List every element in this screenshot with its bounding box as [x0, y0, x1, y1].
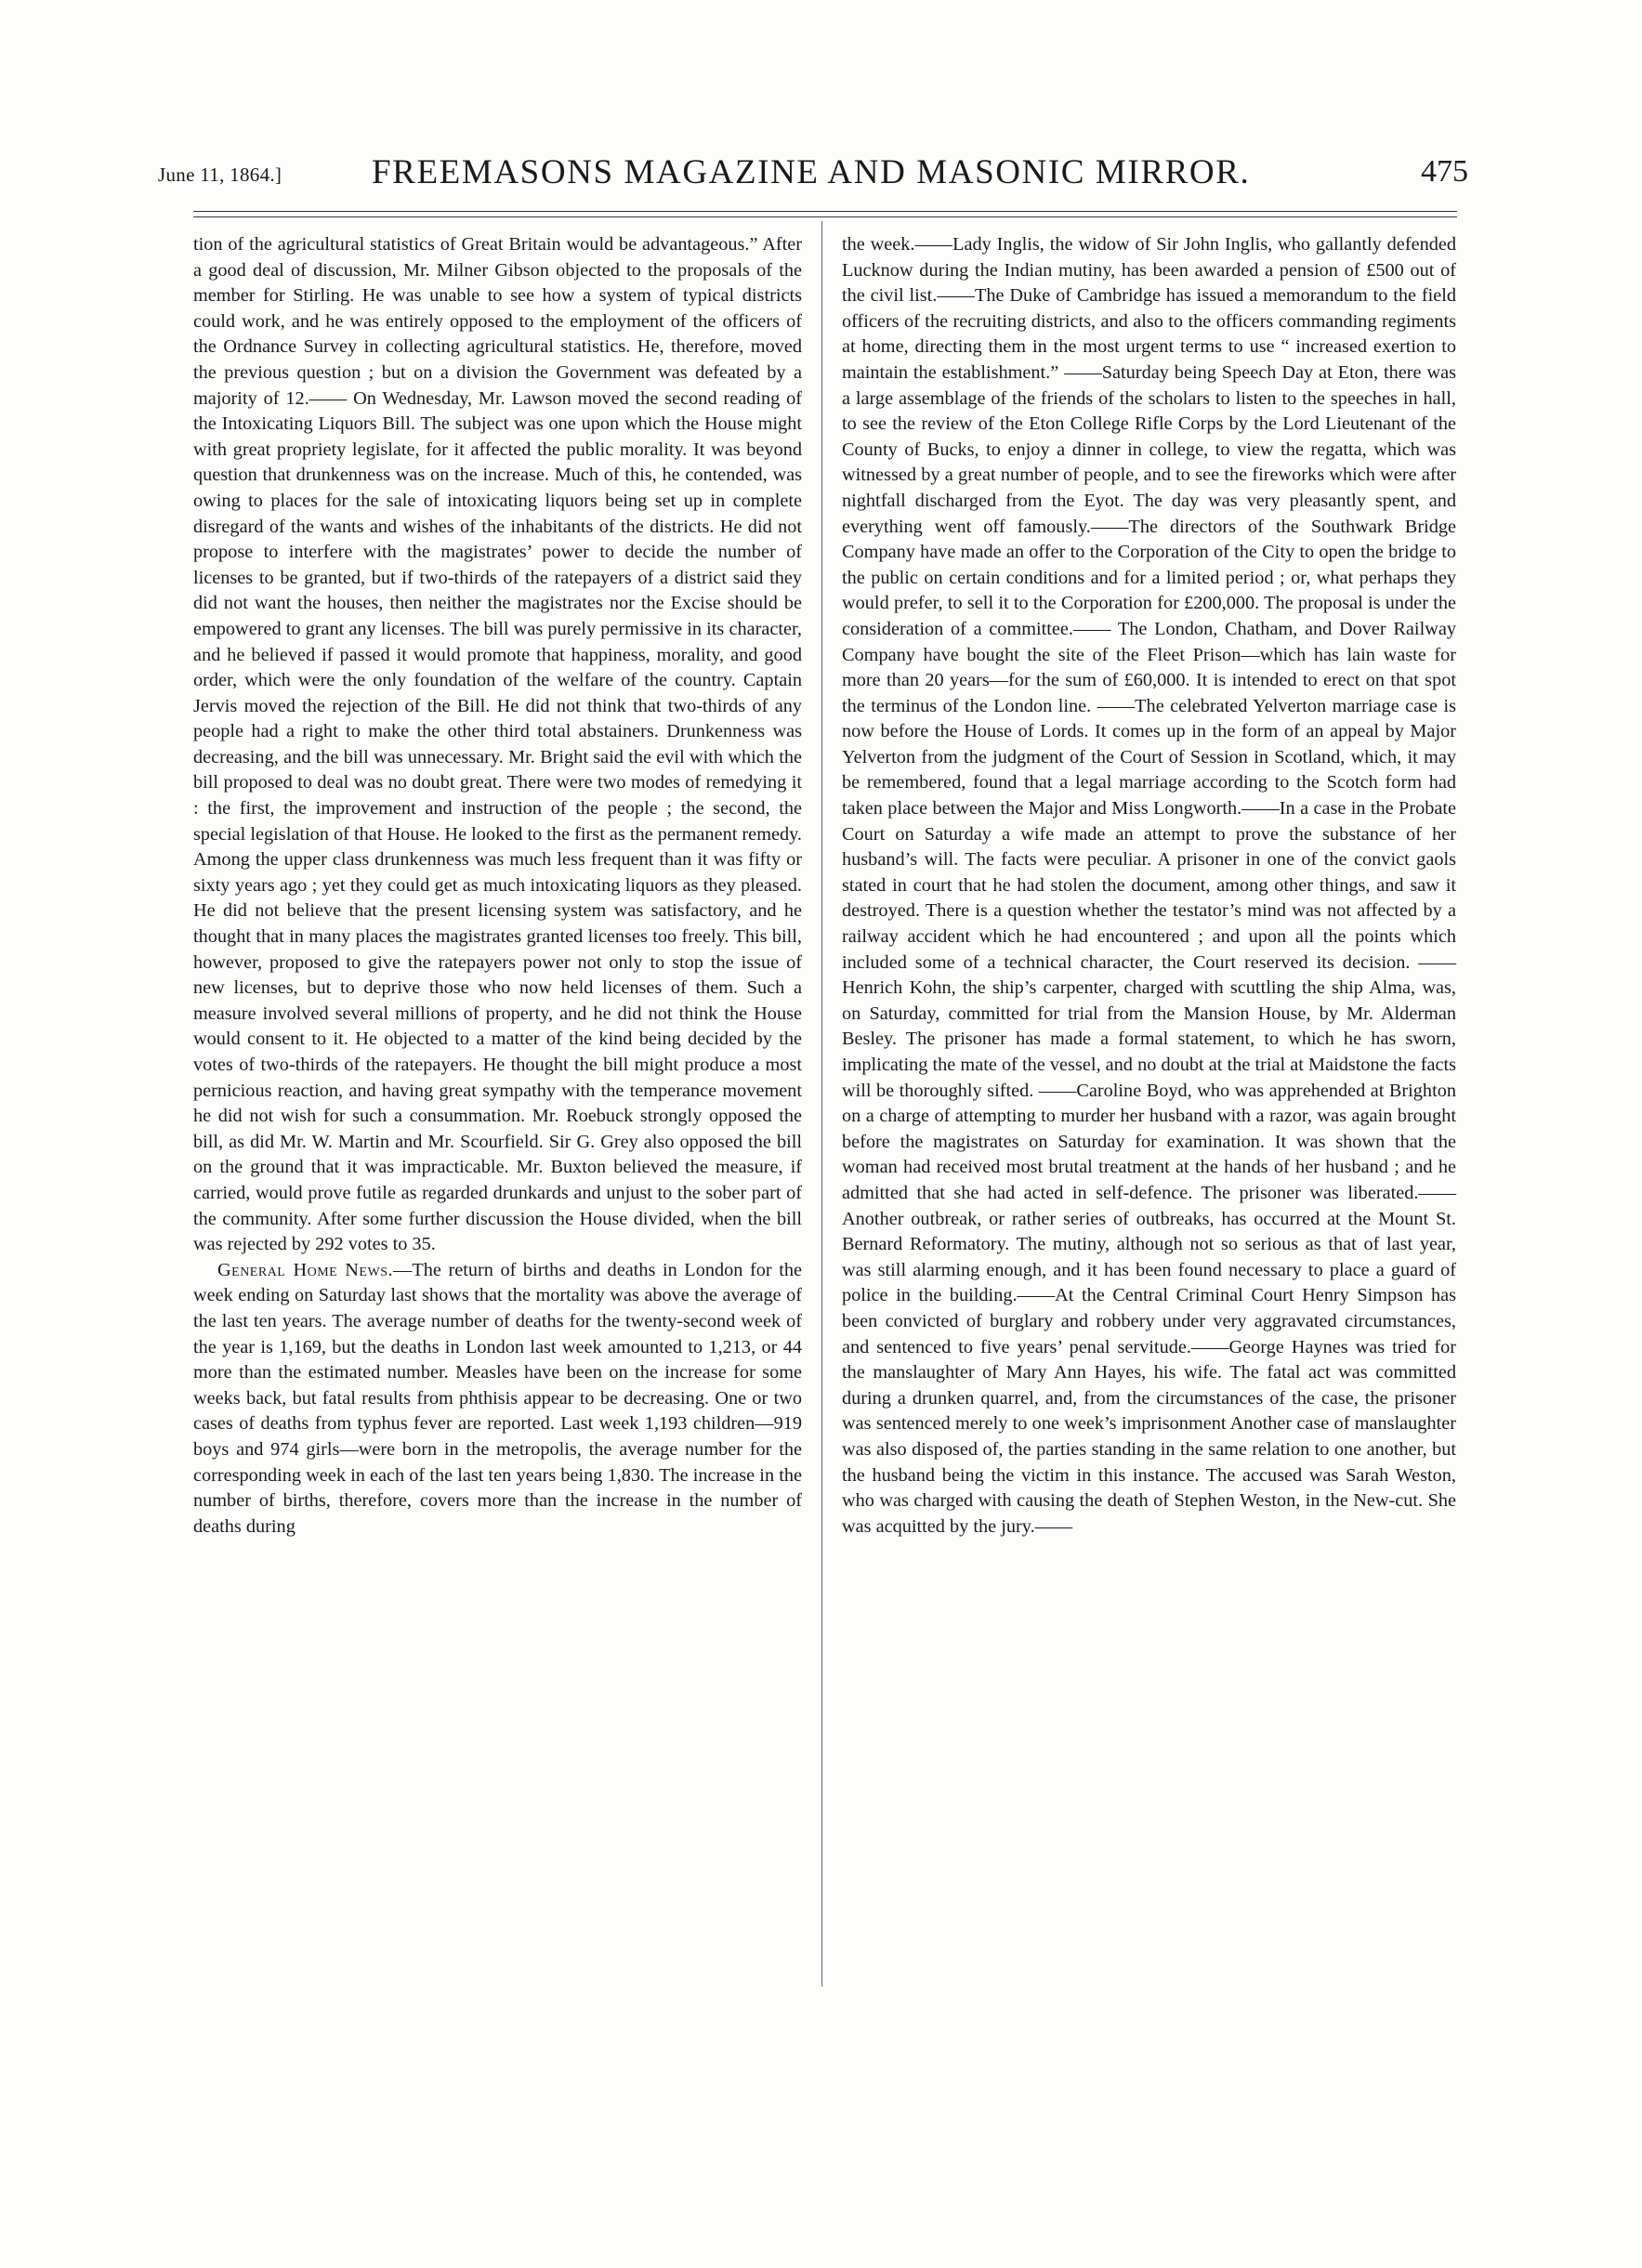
- page-number: 475: [1421, 154, 1468, 189]
- right-column: [842, 232, 1456, 1540]
- article-paragraph-home-news: [193, 1258, 802, 1540]
- publication-title: FREEMASONS MAGAZINE AND MASONIC MIRROR.: [372, 153, 1251, 191]
- page-header: [158, 153, 1468, 193]
- article-paragraph-news-continued: the week.——Lady Inglis, the widow of Sir John Inglis, who gallantly defended Lucknow during the Indian mutiny, has been awarded a pension of £500 out of the civil list.——The Duke of Cambridge has issued a memorandum to the field officers of the recruiting districts, and also to the officers commanding regiments at home, directing them in the most urgent terms to use “ increased exertion to maintain the establishment.” ——Saturday being Speech Day at Eton, there was a large assemblage of the friends of the scholars to listen to the speeches in hall, to see the review of the Eton College Rifle Corps by the Lord Lieutenant of the County of Bucks, to enjoy a dinner in college, to view the regatta, which was witnessed by a great number of people, and to see the fireworks which were after nightfall discharged from the Eyot. The day was very pleasantly spent, and everything went off famously.——The directors of the Southwark Bridge Company have made an offer to the Corporation of the City to open the bridge to the public on certain conditions and for a limited period ; or, what perhaps they would prefer, to sell it to the Corporation for £200,000. The proposal is under the consideration of a committee.—— The London, Chatham, and Dover Railway Company have bought the site of the Fleet Prison—which has lain waste for more than 20 years—for the sum of £60,000. It is intended to erect on that spot the terminus of the London line. ——The celebrated Yelverton marriage case is now before the House of Lords. It comes up in the form of an appeal by Major Yelverton from the judgment of the Court of Session in Scotland, which, it may be remembered, found that a legal marriage according to the Scotch form had taken place between the Major and Miss Longworth.——In a case in the Probate Court on Saturday a wife made an attempt to prove the substance of her husband’s will. The facts were peculiar. A prisoner in one of the convict gaols stated in court that he had stolen the document, among other things, and saw it destroyed. There is a question whether the testator’s mind was not affected by a railway accident which he had encountered ; and upon all the points which included some of a technical character, the Court reserved its decision. ——Henrich Kohn, the ship’s carpenter, charged with scuttling the ship Alma, was, on Saturday, committed for trial from the Mansion House, by Mr. Alderman Besley. The prisoner has made a formal statement, to which he has sworn, implicating the mate of the vessel, and no doubt at the trial at Maidstone the facts will be thoroughly sifted. ——Caroline Boyd, who was apprehended at Brighton on a charge of attempting to murder her husband with a razor, was again brought before the magistrates on Saturday for examination. It was shown that the woman had received most brutal treatment at the hands of her husband ; and he admitted that she had acted in self-defence. The prisoner was liberated.—— Another outbreak, or rather series of outbreaks, has occurred at the Mount St. Bernard Reformatory. The mutiny, although not so serious as that of last year, was still alarming enough, and it has been found necessary to place a guard of police in the building.——At the Central Criminal Court Henry Simpson has been convicted of burglary and robbery under very aggravated circumstances, and sentenced to five years’ penal servitude.——George Haynes was tried for the manslaughter of Mary Ann Hayes, his wife. The fatal act was committed during a drunken quarrel, and, from the circumstances of the case, the prisoner was sentenced merely to one week’s imprisonment Another case of manslaughter was also disposed of, the parties standing in the same relation to one another, but the husband being the victim in this instance. The accused was Sarah Weston, who was charged with causing the death of Stephen Weston, in the New-cut. She was acquitted by the jury.——: [842, 234, 1456, 1537]
- issue-date: June 11, 1864.]: [158, 164, 282, 186]
- home-news-text: —The return of births and deaths in London for the week ending on Saturday last shows that the mortality was above the average of the last ten years. The average number of deaths for the twenty-second week of the year is 1,169, but the deaths in London last week amounted to 1,213, or 44 more than the estimated number. Measles have been on the increase for some weeks back, but fatal results from phthisis appear to be decreasing. One or two cases of deaths from typhus fever are reported. Last week 1,193 children—919 boys and 974 girls—were born in the metropolis, the average number for the corresponding week in each of the last ten years being 1,830. The increase in the number of births, therefore, covers more than the increase in the number of deaths during: [193, 1259, 802, 1537]
- header-rule-top: [193, 211, 1457, 212]
- left-column: [193, 232, 802, 1540]
- column-divider: [821, 221, 822, 1986]
- article-paragraph-parliament: tion of the agricultural statistics of Great Britain would be advantageous.” After a good deal of discussion, Mr. Milner Gibson objected to the proposals of the member for Stirling. He was unable to see how a system of typical districts could work, and he was entirely opposed to the employment of the officers of the Ordnance Survey in collecting agricultural statistics. He, therefore, moved the previous question ; but on a division the Government was defeated by a majority of 12.—— On Wednesday, Mr. Lawson moved the second reading of the Intoxicating Liquors Bill. The subject was one upon which the House might with great propriety legislate, for it affected the public morality. It was beyond question that drunkenness was on the increase. Much of this, he contended, was owing to places for the sale of intoxicating liquors being set up in complete disregard of the wants and wishes of the inhabitants of the districts. He did not propose to interfere with the magistrates’ power to decide the number of licenses to be granted, but if two-thirds of the ratepayers of a district said they did not want the houses, then neither the magistrates nor the Excise should be empowered to grant any licenses. The bill was purely permissive in its character, and he believed if passed it would promote that happiness, morality, and good order, which were the only foundation of the welfare of the country. Captain Jervis moved the rejection of the Bill. He did not think that two-thirds of any people had a right to make the other third total abstainers. Drunkenness was decreasing, and the bill was unnecessary. Mr. Bright said the evil with which the bill proposed to deal was no doubt great. There were two modes of remedying it : the first, the improvement and instruction of the people ; the second, the special legislation of that House. He looked to the first as the permanent remedy. Among the upper class drunkenness was much less frequent than it was fifty or sixty years ago ; yet they could get as much intoxicating liquors as they pleased. He did not believe that the present licensing system was satisfactory, and he thought that in many places the magistrates granted licenses too freely. This bill, however, proposed to give the ratepayers power not only to stop the issue of new licenses, but to deprive those who now held licenses of them. Such a measure involved several millions of property, and he did not think the House would consent to it. He objected to a matter of the kind being decided by the votes of two-thirds of the ratepayers. He thought the bill might produce a most pernicious reaction, and having great sympathy with the temperance movement he did not wish for such a consummation. Mr. Roebuck strongly opposed the bill, as did Mr. W. Martin and Mr. Scourfield. Sir G. Grey also opposed the bill on the ground that it was impracticable. Mr. Buxton believed the measure, if carried, would prove futile as regarded drunkards and unjust to the sober part of the community. After some further discussion the House divided, when the bill was rejected by 292 votes to 35.: [193, 234, 802, 1255]
- section-heading-home-news: General Home News.: [217, 1259, 394, 1280]
- header-rule-bottom: [193, 216, 1457, 217]
